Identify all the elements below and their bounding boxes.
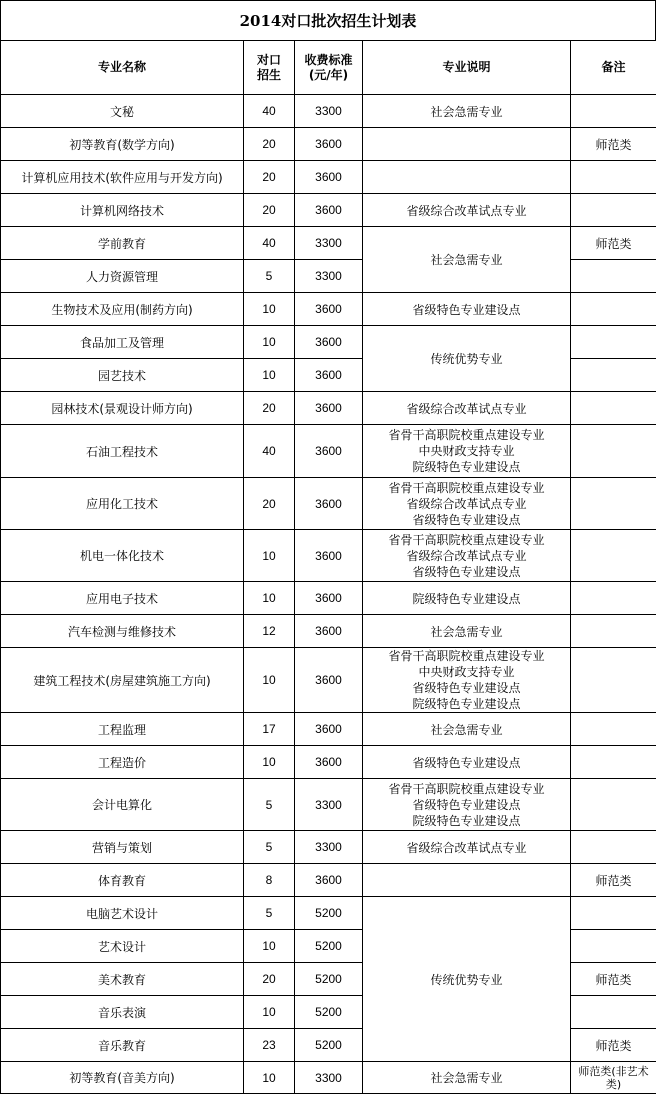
description-cell: 省级特色专业建设点 [363, 293, 571, 326]
note-cell-empty [571, 326, 656, 359]
note-cell: 师范类 [571, 1029, 656, 1062]
enrollment-count-cell: 20 [244, 194, 295, 227]
enrollment-plan-table [0, 40, 656, 1094]
major-name-cell: 园艺技术 [1, 359, 244, 392]
note-cell-empty [571, 713, 656, 746]
description-cell: 社会急需专业 [363, 1062, 571, 1094]
description-line: 省骨干高职院校重点建设专业 [388, 782, 544, 796]
enrollment-count-cell: 12 [244, 615, 295, 648]
description-line: 省级特色专业建设点 [412, 798, 520, 812]
note-cell: 师范类 [571, 963, 656, 996]
enrollment-count-cell: 10 [244, 293, 295, 326]
description-line: 院级特色专业建设点 [412, 697, 520, 711]
description-cell [363, 478, 571, 530]
enrollment-count-cell: 5 [244, 779, 295, 831]
fee-cell: 3600 [295, 392, 363, 425]
enrollment-count-cell: 5 [244, 260, 295, 293]
description-line: 省级特色专业建设点 [412, 513, 520, 527]
fee-cell: 5200 [295, 1029, 363, 1062]
description-cell: 省级综合改革试点专业 [363, 831, 571, 864]
enrollment-count-cell: 10 [244, 930, 295, 963]
header-row [1, 41, 656, 95]
note-cell-empty [571, 359, 656, 392]
major-name-cell: 会计电算化 [1, 779, 244, 831]
fee-cell: 3600 [295, 478, 363, 530]
description-cell-empty [363, 161, 571, 194]
description-line: 省骨干高职院校重点建设专业 [388, 533, 544, 547]
note-cell-empty [571, 161, 656, 194]
description-cell: 社会急需专业 [363, 227, 571, 293]
note-cell-empty [571, 615, 656, 648]
note-cell: 师范类 [571, 227, 656, 260]
note-cell-empty [571, 194, 656, 227]
table-row [1, 615, 656, 648]
major-name-cell: 学前教育 [1, 227, 244, 260]
table-row [1, 713, 656, 746]
table-row [1, 746, 656, 779]
major-name-cell: 初等教育(数学方向) [1, 128, 244, 161]
major-name-cell: 营销与策划 [1, 831, 244, 864]
table-row [1, 779, 656, 831]
major-name-cell: 电脑艺术设计 [1, 897, 244, 930]
table-row [1, 161, 656, 194]
fee-cell: 5200 [295, 996, 363, 1029]
table-row [1, 897, 656, 930]
fee-cell: 3600 [295, 326, 363, 359]
enrollment-count-cell: 10 [244, 359, 295, 392]
fee-cell: 3300 [295, 95, 363, 128]
description-line: 中央财政支持专业 [418, 665, 514, 679]
description-line: 省骨干高职院校重点建设专业 [388, 428, 544, 442]
note-cell-empty [571, 930, 656, 963]
note-cell-empty [571, 478, 656, 530]
table-row [1, 864, 656, 897]
fee-cell: 3600 [295, 746, 363, 779]
header-major-name: 专业名称 [1, 41, 244, 95]
fee-cell: 3300 [295, 260, 363, 293]
fee-cell: 3600 [295, 713, 363, 746]
enrollment-count-cell: 10 [244, 996, 295, 1029]
fee-cell: 3300 [295, 831, 363, 864]
description-cell: 省级综合改革试点专业 [363, 194, 571, 227]
major-name-cell: 音乐表演 [1, 996, 244, 1029]
description-cell: 社会急需专业 [363, 615, 571, 648]
table-row [1, 326, 656, 359]
major-name-cell: 应用化工技术 [1, 478, 244, 530]
description-line: 省级综合改革试点专业 [406, 549, 526, 563]
description-line: 省级特色专业建设点 [412, 565, 520, 579]
enrollment-count-cell: 40 [244, 227, 295, 260]
table-row [1, 227, 656, 260]
enrollment-count-cell: 10 [244, 746, 295, 779]
enrollment-count-cell: 10 [244, 582, 295, 615]
note-cell-empty [571, 425, 656, 478]
major-name-cell: 工程造价 [1, 746, 244, 779]
enrollment-count-cell: 40 [244, 95, 295, 128]
enrollment-count-cell: 17 [244, 713, 295, 746]
fee-cell: 3300 [295, 227, 363, 260]
major-name-cell: 汽车检测与维修技术 [1, 615, 244, 648]
enrollment-count-cell: 10 [244, 530, 295, 582]
major-name-cell: 人力资源管理 [1, 260, 244, 293]
fee-cell: 3600 [295, 359, 363, 392]
description-cell-empty [363, 864, 571, 897]
major-name-cell: 计算机应用技术(软件应用与开发方向) [1, 161, 244, 194]
description-line: 院级特色专业建设点 [412, 814, 520, 828]
header-enrollment-line1: 对口 [257, 53, 281, 67]
description-cell-empty [363, 128, 571, 161]
table-row [1, 831, 656, 864]
note-cell-empty [571, 95, 656, 128]
enrollment-count-cell: 20 [244, 161, 295, 194]
enrollment-count-cell: 20 [244, 128, 295, 161]
fee-cell: 3600 [295, 530, 363, 582]
major-name-cell: 食品加工及管理 [1, 326, 244, 359]
enrollment-count-cell: 20 [244, 963, 295, 996]
fee-cell: 5200 [295, 897, 363, 930]
note-cell-empty [571, 648, 656, 713]
enrollment-count-cell: 23 [244, 1029, 295, 1062]
enrollment-count-cell: 10 [244, 1062, 295, 1094]
note-cell-empty [571, 392, 656, 425]
fee-cell: 3600 [295, 648, 363, 713]
fee-cell: 3600 [295, 128, 363, 161]
description-cell: 院级特色专业建设点 [363, 582, 571, 615]
fee-cell: 3600 [295, 194, 363, 227]
header-note: 备注 [571, 41, 656, 95]
major-name-cell: 石油工程技术 [1, 425, 244, 478]
fee-cell: 3600 [295, 582, 363, 615]
page-title: 2014对口批次招生计划表 [0, 0, 656, 40]
table-row [1, 648, 656, 713]
fee-cell: 3600 [295, 293, 363, 326]
enrollment-count-cell: 10 [244, 648, 295, 713]
major-name-cell: 初等教育(音美方向) [1, 1062, 244, 1094]
fee-cell: 3300 [295, 1062, 363, 1094]
table-row [1, 530, 656, 582]
description-line: 省骨干高职院校重点建设专业 [388, 481, 544, 495]
header-fee [295, 41, 363, 95]
major-name-cell: 艺术设计 [1, 930, 244, 963]
note-cell-empty [571, 582, 656, 615]
enrollment-count-cell: 20 [244, 478, 295, 530]
table-row [1, 293, 656, 326]
enrollment-count-cell: 5 [244, 831, 295, 864]
enrollment-count-cell: 20 [244, 392, 295, 425]
note-cell-empty [571, 779, 656, 831]
table-row [1, 582, 656, 615]
fee-cell: 3600 [295, 161, 363, 194]
description-cell: 传统优势专业 [363, 897, 571, 1062]
enrollment-count-cell: 40 [244, 425, 295, 478]
note-cell-empty [571, 897, 656, 930]
table-row [1, 392, 656, 425]
description-line: 院级特色专业建设点 [412, 460, 520, 474]
major-name-cell: 计算机网络技术 [1, 194, 244, 227]
description-cell [363, 648, 571, 713]
header-fee-line2: (元/年) [309, 68, 348, 82]
description-cell [363, 425, 571, 478]
note-cell-empty [571, 530, 656, 582]
fee-cell: 3300 [295, 779, 363, 831]
table-row [1, 478, 656, 530]
description-cell [363, 530, 571, 582]
description-line: 省骨干高职院校重点建设专业 [388, 649, 544, 663]
note-cell-empty [571, 746, 656, 779]
major-name-cell: 音乐教育 [1, 1029, 244, 1062]
description-cell [363, 779, 571, 831]
major-name-cell: 应用电子技术 [1, 582, 244, 615]
note-cell: 师范类(非艺术类) [571, 1062, 656, 1094]
major-name-cell: 体育教育 [1, 864, 244, 897]
description-cell: 省级综合改革试点专业 [363, 392, 571, 425]
description-line: 省级特色专业建设点 [412, 681, 520, 695]
fee-cell: 3600 [295, 425, 363, 478]
fee-cell: 5200 [295, 963, 363, 996]
note-cell-empty [571, 293, 656, 326]
note-cell: 师范类 [571, 128, 656, 161]
table-row [1, 194, 656, 227]
major-name-cell: 园林技术(景观设计师方向) [1, 392, 244, 425]
major-name-cell: 建筑工程技术(房屋建筑施工方向) [1, 648, 244, 713]
note-cell-empty [571, 260, 656, 293]
description-cell: 省级特色专业建设点 [363, 746, 571, 779]
description-cell: 传统优势专业 [363, 326, 571, 392]
description-line: 中央财政支持专业 [418, 444, 514, 458]
enrollment-count-cell: 5 [244, 897, 295, 930]
enrollment-count-cell: 8 [244, 864, 295, 897]
table-row [1, 95, 656, 128]
table-row [1, 128, 656, 161]
description-cell: 社会急需专业 [363, 713, 571, 746]
fee-cell: 5200 [295, 930, 363, 963]
note-cell-empty [571, 831, 656, 864]
description-cell: 社会急需专业 [363, 95, 571, 128]
fee-cell: 3600 [295, 864, 363, 897]
note-cell: 师范类 [571, 864, 656, 897]
header-enrollment-line2: 招生 [257, 68, 281, 82]
major-name-cell: 工程监理 [1, 713, 244, 746]
note-cell-empty [571, 996, 656, 1029]
major-name-cell: 美术教育 [1, 963, 244, 996]
table-row [1, 425, 656, 478]
major-name-cell: 机电一体化技术 [1, 530, 244, 582]
description-line: 省级综合改革试点专业 [406, 497, 526, 511]
major-name-cell: 生物技术及应用(制药方向) [1, 293, 244, 326]
fee-cell: 3600 [295, 615, 363, 648]
major-name-cell: 文秘 [1, 95, 244, 128]
enrollment-count-cell: 10 [244, 326, 295, 359]
header-fee-line1: 收费标准 [304, 53, 352, 67]
header-description: 专业说明 [363, 41, 571, 95]
header-enrollment [244, 41, 295, 95]
table-row [1, 1062, 656, 1094]
